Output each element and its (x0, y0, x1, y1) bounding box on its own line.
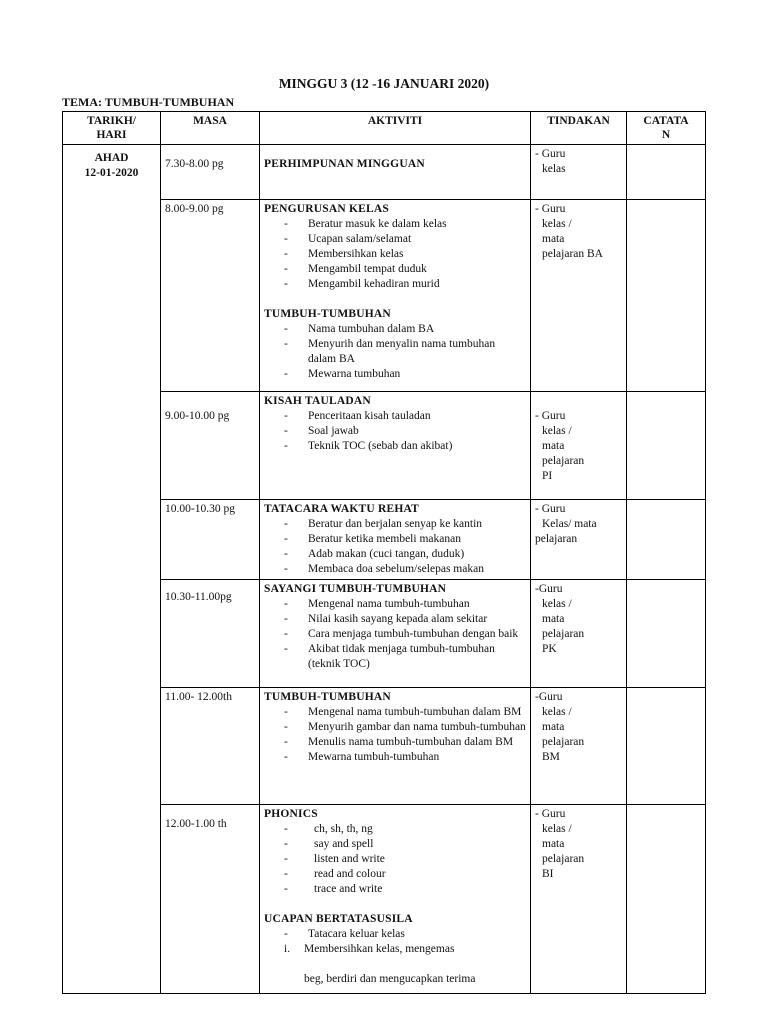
list-item: - Mewarna tumbuhan (264, 367, 526, 382)
action-cell: - Guru Kelas/ mata pelajaran (531, 500, 627, 580)
theme-label: TEMA: TUMBUH-TUMBUHAN (62, 95, 235, 109)
notes-cell (627, 200, 706, 392)
list-item: - Mengenal nama tumbuh-tumbuhan dalam BM (264, 705, 526, 720)
activity-heading: PHONICS (264, 808, 318, 820)
action-cell: - Guru kelas / mata pelajaran BI (531, 805, 627, 994)
action-cell: -Guru kelas / mata pelajaran PK (531, 580, 627, 688)
notes-cell (627, 392, 706, 500)
list-item: - Menulis nama tumbuh-tumbuhan dalam BM (264, 735, 526, 750)
header-tindakan: TINDAKAN (531, 112, 627, 145)
activity-cell (260, 200, 531, 392)
day-name: AHAD (94, 152, 129, 164)
page-title: MINGGU 3 (12 -16 JANUARI 2020) (278, 76, 490, 91)
activity-list (264, 822, 526, 897)
list-item: - say and spell (264, 837, 526, 852)
list-item: - read and colour (264, 867, 526, 882)
notes-cell (627, 500, 706, 580)
numbered-list (264, 942, 526, 957)
list-item: - trace and write (264, 882, 526, 897)
list-item: - Adab makan (cuci tangan, duduk) (264, 547, 526, 562)
activity-heading: PERHIMPUNAN MINGGUAN (264, 158, 425, 170)
list-item: - Penceritaan kisah tauladan (264, 409, 526, 424)
notes-cell (627, 805, 706, 994)
activity-list (264, 322, 526, 382)
activity-heading: TUMBUH-TUMBUHAN (264, 691, 391, 703)
activity-list (264, 517, 526, 577)
list-item: - Membersihkan kelas (264, 247, 526, 262)
day-cell (63, 145, 161, 994)
list-item: - Mengambil tempat duduk (264, 262, 526, 277)
activity-cell (260, 580, 531, 688)
activity-list (264, 409, 526, 454)
list-item: - Nama tumbuhan dalam BA (264, 322, 526, 337)
list-item: - Beratur ketika membeli makanan (264, 532, 526, 547)
time-cell: 7.30-8.00 pg (161, 145, 260, 200)
list-item: - Menyurih dan menyalin nama tumbuhan dalam BA (264, 337, 526, 367)
header-aktiviti: AKTIVITI (260, 112, 531, 145)
notes-cell (627, 688, 706, 805)
list-item: - Tatacara keluar kelas (264, 927, 526, 942)
activity-heading: TATACARA WAKTU REHAT (264, 503, 420, 515)
action-cell: - Guru kelas / mata pelajaran BA (531, 200, 627, 392)
schedule-table (62, 111, 706, 994)
header-masa: MASA (161, 112, 260, 145)
list-item: - Soal jawab (264, 424, 526, 439)
time-cell: 8.00-9.00 pg (161, 200, 260, 392)
list-item: - Mengambil kehadiran murid (264, 277, 526, 292)
list-item: i. Membersihkan kelas, mengemas (284, 943, 455, 955)
time-cell: 9.00-10.00 pg (161, 392, 260, 500)
notes-cell (627, 145, 706, 200)
list-item: - Akibat tidak menjaga tumbuh-tumbuhan (teknik TOC) (264, 642, 526, 672)
activity-cell (260, 145, 531, 200)
table-row (63, 145, 706, 200)
activity-list (264, 927, 526, 942)
time-cell: 10.00-10.30 pg (161, 500, 260, 580)
activity-heading: SAYANGI TUMBUH-TUMBUHAN (264, 583, 447, 595)
header-row (63, 112, 706, 145)
time-cell: 10.30-11.00pg (161, 580, 260, 688)
list-item: - Ucapan salam/selamat (264, 232, 526, 247)
activity-cell (260, 805, 531, 994)
action-cell: - Guru kelas / mata pelajaran PI (531, 392, 627, 500)
list-item: - listen and write (264, 852, 526, 867)
list-item: - Cara menjaga tumbuh-tumbuhan dengan baik (264, 627, 526, 642)
activity-heading: UCAPAN BERTATASUSILA (264, 913, 413, 925)
activity-list (264, 217, 526, 292)
continuation-text: beg, berdiri dan mengucapkan terima (304, 973, 476, 985)
list-item: - Mengenal nama tumbuh-tumbuhan (264, 597, 526, 612)
time-cell: 11.00- 12.00th (161, 688, 260, 805)
list-item: - Mewarna tumbuh-tumbuhan (264, 750, 526, 765)
list-item: - Membaca doa sebelum/selepas makan (264, 562, 526, 577)
list-item: - Beratur dan berjalan senyap ke kantin (264, 517, 526, 532)
notes-cell (627, 580, 706, 688)
action-cell: - Guru kelas (531, 145, 627, 200)
activity-heading: KISAH TAULADAN (264, 395, 371, 407)
time-cell: 12.00-1.00 th (161, 805, 260, 994)
header-catatan: CATATA N (627, 112, 706, 145)
list-item: - Beratur masuk ke dalam kelas (264, 217, 526, 232)
activity-list (264, 597, 526, 672)
list-item: - Teknik TOC (sebab dan akibat) (264, 439, 526, 454)
activity-cell (260, 392, 531, 500)
day-date: 12-01-2020 (84, 167, 139, 179)
activity-list (264, 705, 526, 765)
list-item: - Menyurih gambar dan nama tumbuh-tumbuhan (264, 720, 526, 735)
list-item: - Nilai kasih sayang kepada alam sekitar (264, 612, 526, 627)
list-item: - ch, sh, th, ng (264, 822, 526, 837)
header-tarikh: TARIKH/ HARI (63, 112, 161, 145)
activity-cell (260, 688, 531, 805)
activity-cell (260, 500, 531, 580)
activity-heading: PENGURUSAN KELAS (264, 203, 389, 215)
activity-heading: TUMBUH-TUMBUHAN (264, 308, 391, 320)
action-cell: -Guru kelas / mata pelajaran BM (531, 688, 627, 805)
